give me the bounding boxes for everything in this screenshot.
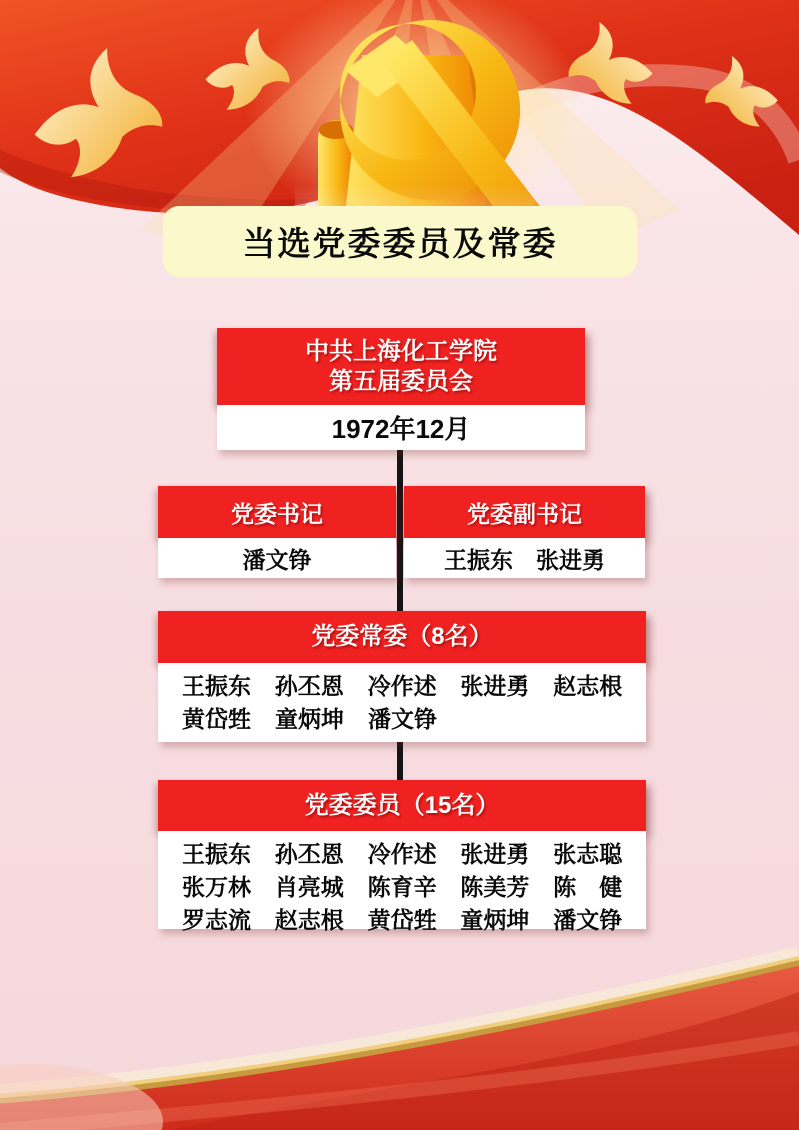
committee-date: 1972年12月 (331, 414, 471, 444)
standing-committee-names-box (158, 663, 646, 742)
members-names-box (158, 831, 646, 933)
poster-title: 当选党委委员及常委 (242, 225, 558, 262)
standing-committee-title: 党委常委（8名） (311, 623, 493, 650)
member-name: 张进勇 (460, 841, 530, 867)
committee-name-line1: 中共上海化工学院 (305, 337, 497, 365)
members-title: 党委委员（15名） (304, 791, 500, 819)
member-name: 赵志根 (274, 907, 344, 933)
member-name: 王振东 (182, 841, 251, 867)
member-name: 潘文铮 (553, 907, 623, 933)
member-name: 罗志流 (182, 907, 251, 933)
connector-line (397, 742, 403, 782)
committee-date-box (217, 405, 585, 450)
secretary-names-box (158, 538, 396, 578)
connector-line (397, 450, 403, 614)
name-row (158, 836, 646, 869)
deputy-secretary-names: 王振东 张进勇 (444, 546, 605, 573)
deputy-secretary-title-box (404, 486, 645, 538)
name-row (158, 869, 646, 902)
member-name: 张进勇 (460, 673, 530, 699)
member-name: 赵志根 (553, 673, 623, 699)
deputy-secretary-names-box (404, 538, 645, 578)
name-row (158, 668, 646, 701)
name-row (158, 701, 646, 734)
member-name: 孙丕恩 (274, 841, 344, 867)
member-name: 张万林 (182, 874, 251, 900)
member-name: 陈 健 (553, 874, 623, 900)
member-name: 冷作述 (367, 673, 437, 699)
deputy-secretary-title: 党委副书记 (467, 500, 582, 527)
standing-committee-title-box (158, 611, 646, 663)
member-name: 陈美芳 (460, 874, 530, 900)
member-name: 冷作述 (367, 841, 437, 867)
committee-name-line2: 第五届委员会 (329, 367, 473, 395)
members-title-box (158, 780, 646, 831)
secretary-name: 潘文铮 (242, 546, 312, 573)
member-name: 陈育辛 (367, 874, 437, 900)
member-name: 肖亮城 (274, 874, 344, 900)
member-name: 孙丕恩 (274, 673, 344, 699)
name-row (158, 902, 646, 935)
member-name: 潘文铮 (368, 706, 437, 732)
member-name: 王振东 (182, 673, 251, 699)
member-name: 张志聪 (553, 841, 623, 867)
member-name: 童炳坤 (275, 706, 344, 732)
bottom-wave-decoration (0, 918, 799, 1130)
secretary-title: 党委书记 (231, 500, 323, 527)
committee-header-box (217, 328, 585, 405)
secretary-title-box (158, 486, 396, 538)
member-name: 童炳坤 (460, 907, 530, 933)
member-name: 黄岱甡 (182, 706, 251, 732)
poster-title-banner (163, 206, 637, 277)
member-name: 黄岱甡 (367, 907, 437, 933)
